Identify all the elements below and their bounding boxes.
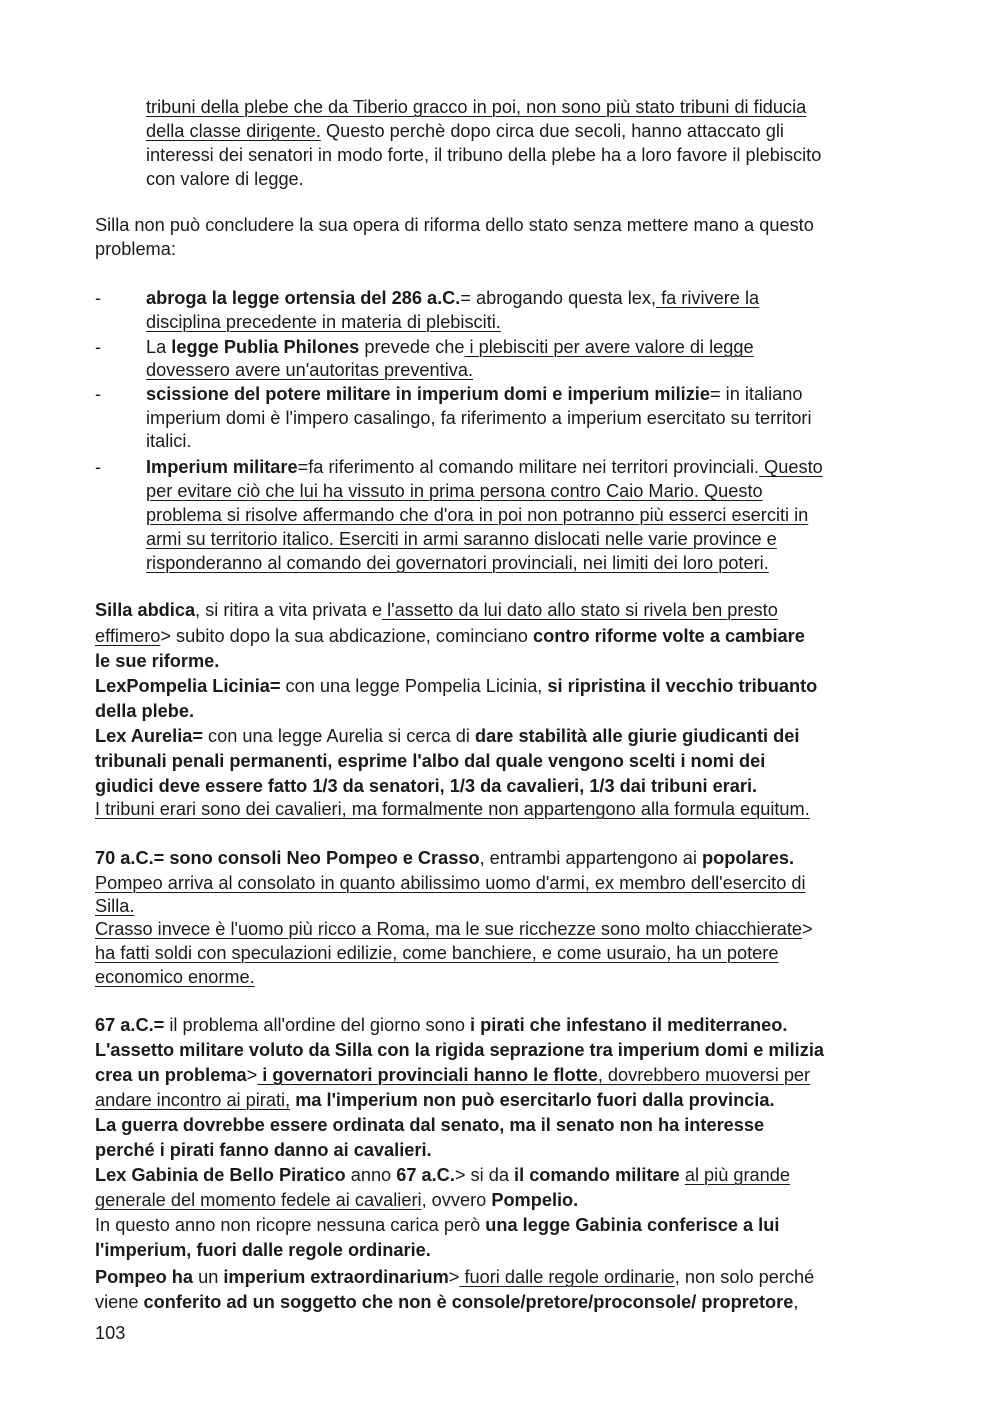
text-line [146, 479, 763, 503]
text-segment: = in italiano [709, 384, 803, 404]
text-line [95, 871, 806, 895]
text-segment: fuori dalle regole ordinarie [459, 1267, 675, 1287]
text-segment: si ripristina il vecchio tribuanto [547, 676, 818, 696]
text-line [146, 143, 821, 167]
text-line [146, 310, 501, 334]
text-segment: Crasso invece è l'uomo più ricco a Roma, ma le sue ricchezze sono molto chiacchierate [95, 919, 803, 939]
text-segment: prevede che [359, 337, 465, 357]
text-segment: per evitare ciò che lui ha vissuto in prima persona contro Caio Mario. Questo [146, 481, 763, 501]
text-segment: italici. [146, 431, 192, 451]
text-line [95, 797, 810, 821]
text-segment: il problema all'ordine del giorno sono [164, 1015, 471, 1035]
list-bullet: - [95, 457, 102, 477]
text-segment: i pirati che infestano il mediterraneo. [470, 1015, 788, 1035]
text-segment: disciplina precedente in materia di plebisciti. [146, 312, 501, 332]
text-line [95, 1088, 775, 1112]
text-line [95, 649, 219, 673]
text-segment: , [793, 1292, 799, 1312]
text-line [146, 382, 803, 406]
text-segment: imperium extraordinarium [223, 1267, 449, 1287]
text-line [95, 749, 765, 773]
text-segment: Pompeo arriva al consolato in quanto abilissimo uomo d'armi, ex membro dell'esercito di [95, 873, 806, 893]
text-segment: Questo perchè dopo circa due secoli, hanno attaccato gli [320, 121, 784, 141]
text-segment: problema: [95, 239, 176, 259]
text-line [95, 1163, 790, 1187]
text-line [95, 1038, 824, 1062]
text-segment: della classe dirigente. [146, 121, 321, 141]
text-line [95, 1113, 764, 1137]
text-segment: =fa riferimento al comando militare nei territori provinciali. [297, 457, 760, 477]
text-segment: generale del momento fedele ai cavalieri [95, 1190, 422, 1210]
text-segment: Lex Aurelia= [95, 726, 203, 746]
text-line [146, 551, 769, 575]
text-segment: con una legge Aurelia si cerca di [203, 726, 475, 746]
text-segment: i plebisciti per avere valore di legge [464, 337, 754, 357]
text-segment: , si ritira a vita privata e [195, 600, 383, 620]
text-segment: conferito ad un soggetto che non è console/pretore/proconsole/ propretore [143, 1292, 794, 1312]
text-segment: interessi dei senatori in modo forte, il tribuno della plebe ha a loro favore il plebiscito [146, 145, 822, 165]
text-segment: , ovvero [421, 1190, 492, 1210]
text-line [95, 1188, 578, 1212]
text-segment: abroga la legge ortensia del 286 a.C. [146, 288, 461, 308]
text-line [95, 724, 799, 748]
text-segment: = abrogando questa lex, [460, 288, 657, 308]
text-line [95, 846, 794, 870]
text-segment: con una legge Pompelia Licinia, [280, 676, 548, 696]
text-segment: scissione del potere militare in imperium domi e imperium milizie [146, 384, 710, 404]
text-segment: con valore di legge. [146, 169, 304, 189]
text-segment: economico enorme. [95, 967, 255, 987]
text-segment: Silla. [95, 896, 135, 916]
text-segment: perché i pirati fanno danno ai cavalieri. [95, 1140, 432, 1160]
text-segment: 70 a.C.= sono consoli Neo Pompeo e Crasso [95, 848, 480, 868]
text-segment: > subito dopo la sua abdicazione, cominciano [160, 626, 533, 646]
text-segment: il comando militare [514, 1165, 680, 1185]
text-segment: andare incontro ai pirati, [95, 1090, 291, 1110]
text-segment: anno [345, 1165, 397, 1185]
text-line [146, 527, 777, 551]
text-line [146, 167, 304, 191]
text-segment: contro riforme volte a cambiare [532, 626, 805, 646]
text-segment: dare stabilità alle giurie giudicanti dei [474, 726, 800, 746]
text-segment: > [246, 1065, 258, 1085]
text-line [95, 894, 134, 918]
text-segment: tribunali penali permanenti, esprime l'albo dal quale vengono scelti i nomi dei [95, 751, 766, 771]
text-segment: , dovrebbero muoversi per [597, 1065, 811, 1085]
text-line [95, 237, 176, 261]
text-line [95, 1138, 432, 1162]
text-line [95, 674, 817, 698]
text-segment: > [802, 919, 813, 939]
text-segment: 67 a.C. [396, 1165, 455, 1185]
text-line [95, 1063, 810, 1087]
text-segment: un [193, 1267, 224, 1287]
text-line [146, 335, 754, 359]
text-segment: Lex Gabinia de Bello Piratico [95, 1165, 346, 1185]
list-bullet: - [95, 288, 102, 308]
text-segment: , entrambi appartengono ai [479, 848, 703, 868]
text-segment: tribuni della plebe che da Tiberio gracco in poi, non sono più stato tribuni di fiducia [146, 97, 807, 117]
text-line [95, 1013, 787, 1037]
text-segment: armi su territorio italico. Eserciti in armi saranno dislocati nelle varie province e [146, 529, 777, 549]
text-segment: > [448, 1267, 460, 1287]
text-line [95, 213, 814, 237]
text-segment: della plebe. [95, 701, 195, 721]
text-line [95, 624, 805, 648]
text-segment: Imperium militare [146, 457, 298, 477]
text-segment: La guerra dovrebbe essere ordinata dal senato, ma il senato non ha interesse [95, 1115, 765, 1135]
text-segment: al più grande [684, 1165, 791, 1185]
text-segment: dovessero avere un'autoritas preventiva. [146, 360, 473, 380]
text-segment: La [146, 337, 172, 357]
text-line [146, 503, 808, 527]
text-segment: imperium domi è l'impero casalingo, fa riferimento a imperium esercitato su territori [146, 408, 812, 428]
text-segment: i governatori provinciali hanno le flotte [257, 1065, 598, 1085]
text-segment: LexPompelia Licinia= [95, 676, 281, 696]
text-segment: Silla abdica [95, 600, 196, 620]
text-line [95, 699, 194, 723]
text-segment: l'imperium, fuori dalle regole ordinarie. [95, 1240, 431, 1260]
text-line [146, 95, 806, 119]
text-line [95, 917, 813, 941]
text-line [95, 1213, 779, 1237]
text-segment: fa rivivere la [656, 288, 760, 308]
text-segment: In questo anno non ricopre nessuna carica però [95, 1215, 486, 1235]
text-line [95, 1265, 814, 1289]
text-line [95, 941, 778, 965]
text-segment: popolares. [702, 848, 794, 868]
list-bullet: - [95, 384, 102, 404]
text-segment: ma l'imperium non può esercitarlo fuori dalla provincia. [295, 1090, 775, 1110]
text-segment: Pompeo ha [95, 1267, 194, 1287]
text-segment: L'assetto militare voluto da Silla con la rigida seprazione tra imperium domi e milizia [95, 1040, 824, 1060]
text-line [146, 429, 191, 453]
text-segment: effimero [95, 626, 161, 646]
text-segment: Pompelio. [491, 1190, 579, 1210]
text-line [146, 358, 473, 382]
text-segment: l'assetto da lui dato allo stato si rivela ben presto [382, 600, 778, 620]
text-line [95, 1238, 431, 1262]
text-segment: risponderanno al comando dei governatori provinciali, nei limiti dei loro poteri. [146, 553, 769, 573]
text-segment: una legge Gabinia conferisce a lui [485, 1215, 780, 1235]
text-line [95, 598, 778, 622]
text-segment: crea un problema [95, 1065, 247, 1085]
page-number: 103 [95, 1323, 126, 1343]
text-segment: 67 a.C.= [95, 1015, 165, 1035]
text-line [146, 455, 823, 479]
text-segment: Questo [759, 457, 823, 477]
list-bullet: - [95, 337, 102, 357]
text-line [146, 406, 812, 430]
text-segment: viene [95, 1292, 144, 1312]
text-segment: legge Publia Philones [171, 337, 360, 357]
text-line [146, 119, 784, 143]
text-segment: giudici deve essere fatto 1/3 da senatori, 1/3 da cavalieri, 1/3 dai tribuni erari. [95, 776, 758, 796]
text-segment: Silla non può concludere la sua opera di riforma dello stato senza mettere mano a questo [95, 215, 814, 235]
text-segment: problema si risolve affermando che d'ora in poi non potranno più esserci eserciti in [146, 505, 809, 525]
text-line [95, 774, 757, 798]
text-segment: I tribuni erari sono dei cavalieri, ma formalmente non appartengono alla formula equitum. [95, 799, 810, 819]
text-segment: ha fatti soldi con speculazioni edilizie, come banchiere, e come usuraio, ha un potere [95, 943, 779, 963]
text-line [95, 965, 255, 989]
text-segment: le sue riforme. [95, 651, 220, 671]
text-segment: , non solo perché [674, 1267, 815, 1287]
text-segment: > si da [454, 1165, 515, 1185]
text-line [95, 1290, 798, 1314]
text-line [146, 286, 759, 310]
